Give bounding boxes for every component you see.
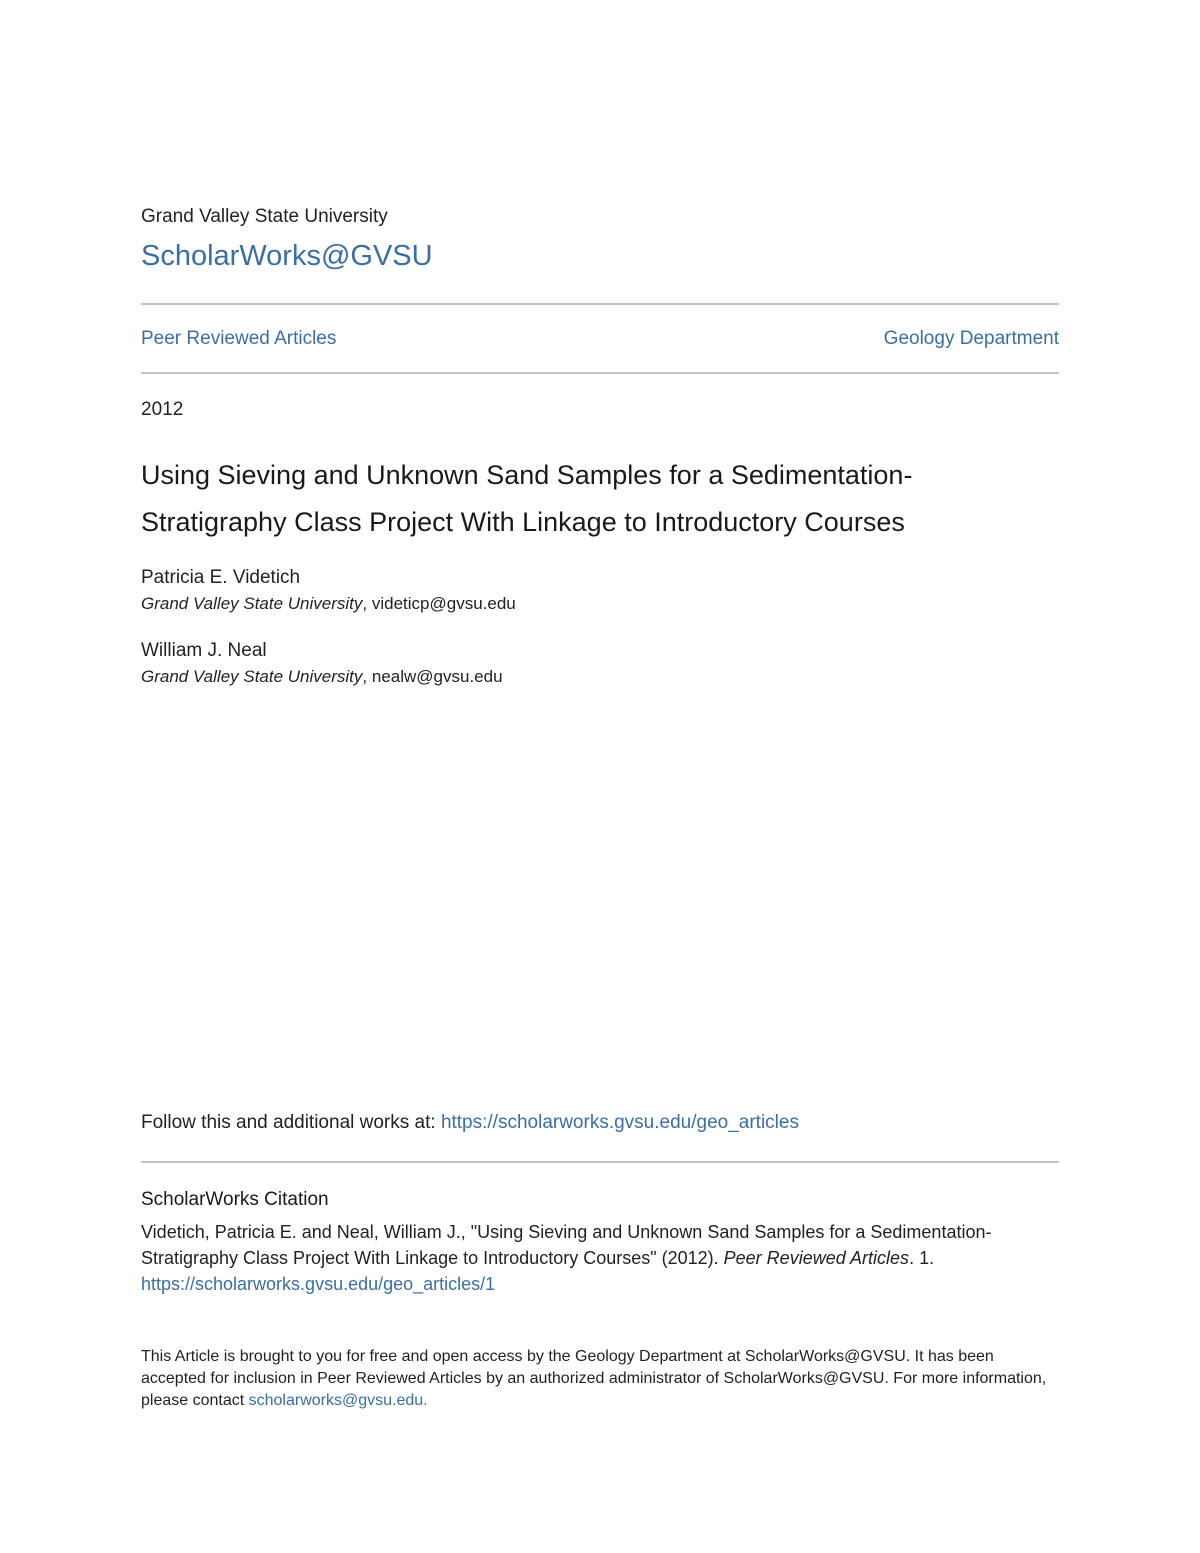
access-notice-text: This Article is brought to you for free and open access by the Geology Department at ScholarWorks@GVSU. It has been accepted for inclusion in Peer Reviewed Articles by an authorized administrator of ScholarWorks@GVSU. For more information, please contact bbox=[141, 1348, 1047, 1409]
follow-prefix: Follow this and additional works at: bbox=[141, 1112, 441, 1133]
author-name: William J. Neal bbox=[141, 640, 267, 661]
repository-link[interactable]: ScholarWorks@GVSU bbox=[141, 240, 433, 272]
divider-nav bbox=[141, 372, 1059, 374]
author-affiliation bbox=[141, 665, 1059, 689]
article-title-line-1: Using Sieving and Unknown Sand Samples for a Sedimentation- bbox=[141, 460, 913, 490]
author-email: , nealw@gvsu.edu bbox=[362, 667, 503, 686]
citation-heading: ScholarWorks Citation bbox=[141, 1189, 329, 1210]
citation-journal: Peer Reviewed Articles bbox=[723, 1248, 910, 1268]
collection-url-link[interactable]: https://scholarworks.gvsu.edu/geo_articles bbox=[440, 1112, 799, 1133]
author-block bbox=[141, 639, 1059, 689]
citation-number: . 1. bbox=[909, 1248, 935, 1268]
follow-line bbox=[141, 1112, 799, 1134]
author-name: Patricia E. Videtich bbox=[141, 567, 301, 588]
citation-text bbox=[141, 1219, 1059, 1297]
institution-name: Grand Valley State University bbox=[141, 206, 388, 227]
author-affiliation bbox=[141, 592, 1059, 616]
publication-year: 2012 bbox=[141, 399, 184, 420]
citation-url-link[interactable]: https://scholarworks.gvsu.edu/geo_articles/1 bbox=[141, 1274, 496, 1294]
department-link[interactable]: Geology Department bbox=[883, 328, 1059, 349]
cover-page bbox=[141, 0, 1059, 1553]
access-notice bbox=[141, 1346, 1059, 1412]
contact-email-link[interactable]: scholarworks@gvsu.edu. bbox=[248, 1392, 428, 1409]
author-email: , videticp@gvsu.edu bbox=[362, 594, 516, 613]
collection-link[interactable]: Peer Reviewed Articles bbox=[141, 328, 337, 349]
author-block bbox=[141, 566, 1059, 616]
citation-line-2: Stratigraphy Class Project With Linkage to Introductory Courses" (2012). bbox=[141, 1248, 724, 1268]
divider-top bbox=[141, 303, 1059, 305]
affiliation-name: Grand Valley State University bbox=[141, 667, 363, 686]
article-title-line-2: Stratigraphy Class Project With Linkage to Introductory Courses bbox=[141, 507, 905, 537]
divider-citation bbox=[141, 1161, 1059, 1163]
affiliation-name: Grand Valley State University bbox=[141, 594, 363, 613]
citation-line-1: Videtich, Patricia E. and Neal, William J., "Using Sieving and Unknown Sand Samples for a Sedimentation- bbox=[141, 1222, 992, 1242]
article-title bbox=[141, 452, 1059, 546]
